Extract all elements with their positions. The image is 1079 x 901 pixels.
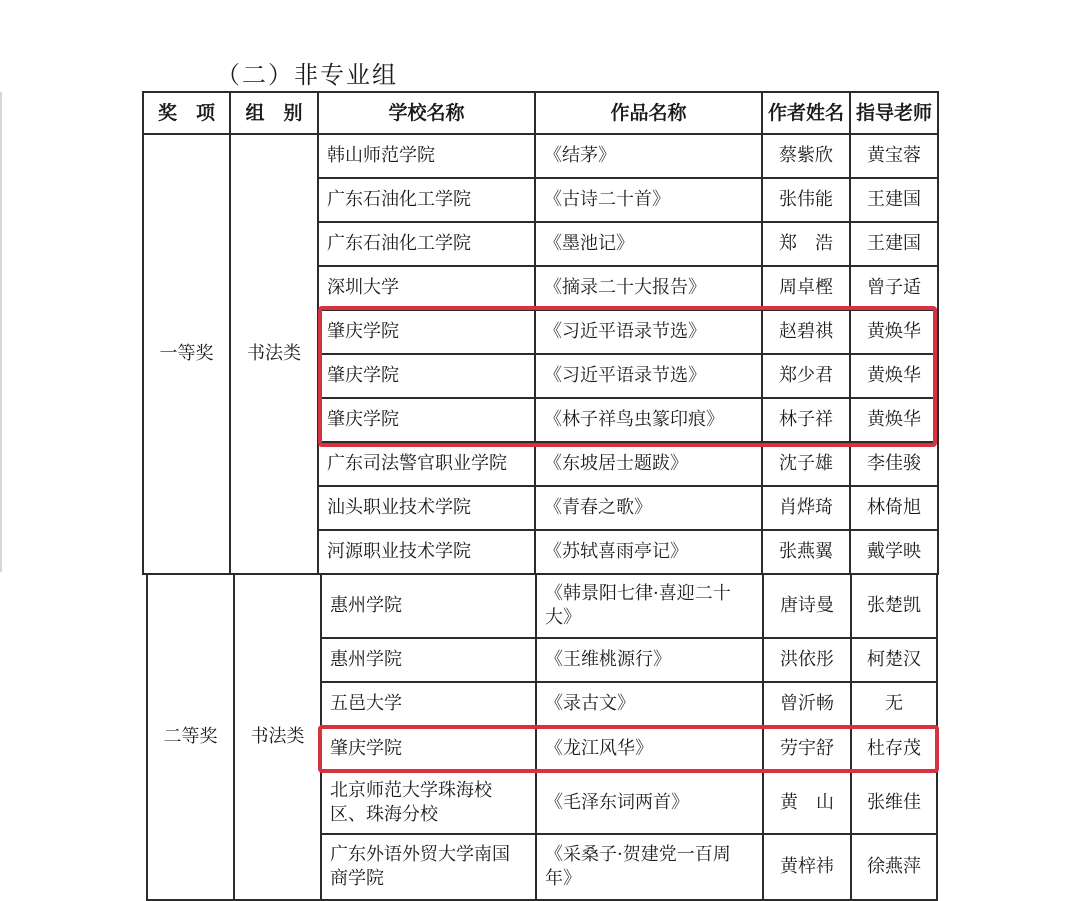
school-cell: 肇庆学院 — [318, 398, 535, 442]
first-prize-table — [142, 91, 939, 575]
author-cell: 赵碧祺 — [762, 310, 850, 354]
table-row — [143, 134, 938, 178]
teacher-cell: 林倚旭 — [850, 486, 938, 530]
teacher-cell: 柯楚汉 — [851, 638, 937, 682]
work-cell: 《摘录二十大报告》 — [535, 266, 762, 310]
work-cell: 《采桑子·贺建党一百周年》 — [536, 834, 763, 900]
author-cell: 蔡紫欣 — [762, 134, 850, 178]
teacher-cell: 杜存茂 — [851, 726, 937, 772]
page-edge — [0, 92, 2, 572]
school-cell: 河源职业技术学院 — [318, 530, 535, 574]
teacher-cell: 黄宝蓉 — [850, 134, 938, 178]
work-cell: 《习近平语录节选》 — [535, 310, 762, 354]
school-cell: 广东外语外贸大学南国商学院 — [321, 834, 536, 900]
teacher-cell: 李佳骏 — [850, 442, 938, 486]
school-cell: 五邑大学 — [321, 682, 536, 726]
teacher-cell: 戴学映 — [850, 530, 938, 574]
work-cell: 《录古文》 — [536, 682, 763, 726]
school-cell: 肇庆学院 — [318, 310, 535, 354]
school-cell: 惠州学院 — [321, 574, 536, 638]
school-cell: 惠州学院 — [321, 638, 536, 682]
author-cell: 肖烨琦 — [762, 486, 850, 530]
second-prize-table — [146, 573, 938, 901]
teacher-cell: 无 — [851, 682, 937, 726]
author-cell: 周卓樫 — [762, 266, 850, 310]
school-cell: 广东石油化工学院 — [318, 178, 535, 222]
school-cell: 深圳大学 — [318, 266, 535, 310]
teacher-cell: 王建国 — [850, 222, 938, 266]
header-school: 学校名称 — [318, 92, 535, 134]
school-cell: 北京师范大学珠海校区、珠海分校 — [321, 772, 536, 834]
author-cell: 张伟能 — [762, 178, 850, 222]
award-cell: 一等奖 — [143, 134, 230, 574]
school-cell: 肇庆学院 — [318, 354, 535, 398]
table-row — [147, 574, 937, 638]
work-cell: 《苏轼喜雨亭记》 — [535, 530, 762, 574]
work-cell: 《龙江风华》 — [536, 726, 763, 772]
work-cell: 《青春之歌》 — [535, 486, 762, 530]
teacher-cell: 黄焕华 — [850, 310, 938, 354]
work-cell: 《林子祥鸟虫篆印痕》 — [535, 398, 762, 442]
author-cell: 黄 山 — [763, 772, 851, 834]
teacher-cell: 黄焕华 — [850, 354, 938, 398]
section-heading: （二）非专业组 — [216, 61, 398, 89]
school-cell: 肇庆学院 — [321, 726, 536, 772]
author-cell: 黄梓祎 — [763, 834, 851, 900]
teacher-cell: 张维佳 — [851, 772, 937, 834]
award-cell: 二等奖 — [147, 574, 234, 900]
teacher-cell: 曾子适 — [850, 266, 938, 310]
header-work: 作品名称 — [535, 92, 762, 134]
author-cell: 沈子雄 — [762, 442, 850, 486]
author-cell: 郑 浩 — [762, 222, 850, 266]
header-author: 作者姓名 — [762, 92, 850, 134]
work-cell: 《东坡居士题跋》 — [535, 442, 762, 486]
work-cell: 《结茅》 — [535, 134, 762, 178]
author-cell: 张燕翼 — [762, 530, 850, 574]
teacher-cell: 徐燕萍 — [851, 834, 937, 900]
author-cell: 洪依彤 — [763, 638, 851, 682]
author-cell: 曾沂畅 — [763, 682, 851, 726]
table-header-row — [143, 92, 938, 134]
teacher-cell: 黄焕华 — [850, 398, 938, 442]
author-cell: 劳宇舒 — [763, 726, 851, 772]
work-cell: 《毛泽东词两首》 — [536, 772, 763, 834]
author-cell: 郑少君 — [762, 354, 850, 398]
header-award: 奖 项 — [143, 92, 230, 134]
school-cell: 韩山师范学院 — [318, 134, 535, 178]
author-cell: 唐诗曼 — [763, 574, 851, 638]
group-cell: 书法类 — [234, 574, 321, 900]
author-cell: 林子祥 — [762, 398, 850, 442]
work-cell: 《韩景阳七律·喜迎二十大》 — [536, 574, 763, 638]
header-group: 组 别 — [230, 92, 318, 134]
school-cell: 广东石油化工学院 — [318, 222, 535, 266]
school-cell: 广东司法警官职业学院 — [318, 442, 535, 486]
group-cell: 书法类 — [230, 134, 318, 574]
school-cell: 汕头职业技术学院 — [318, 486, 535, 530]
teacher-cell: 张楚凯 — [851, 574, 937, 638]
work-cell: 《习近平语录节选》 — [535, 354, 762, 398]
work-cell: 《王维桃源行》 — [536, 638, 763, 682]
teacher-cell: 王建国 — [850, 178, 938, 222]
header-teacher: 指导老师 — [850, 92, 938, 134]
work-cell: 《古诗二十首》 — [535, 178, 762, 222]
work-cell: 《墨池记》 — [535, 222, 762, 266]
